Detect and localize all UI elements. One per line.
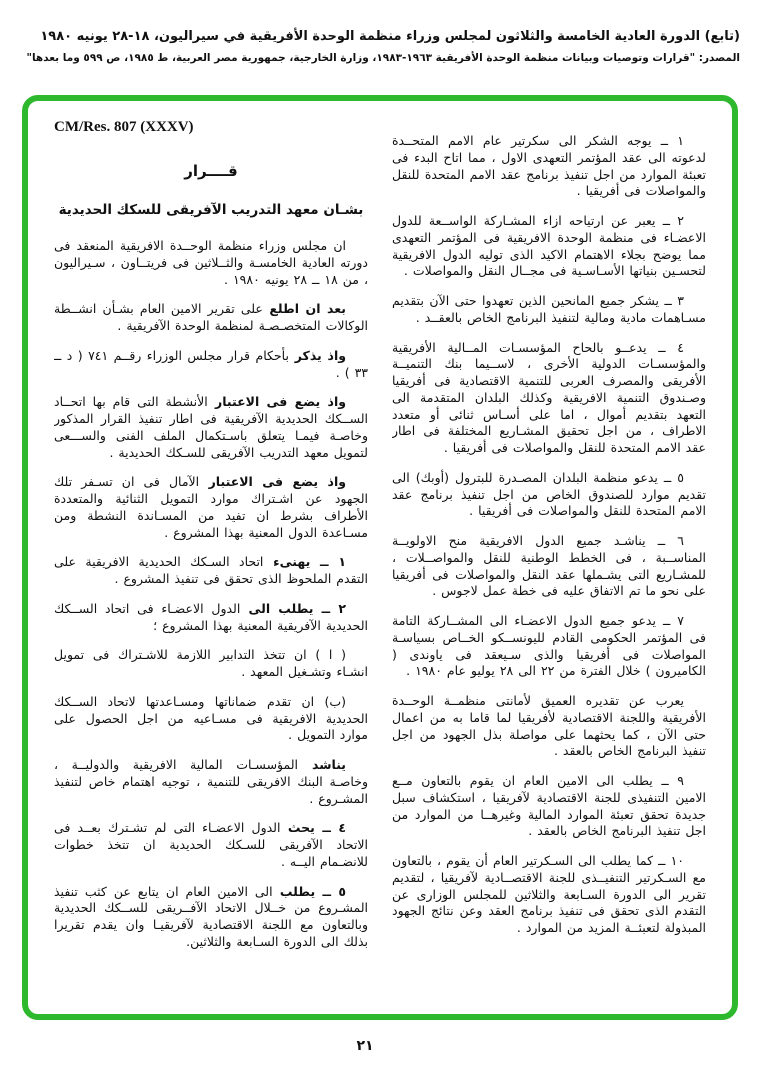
source-note: المصدر: "قرارات وتوصيات وبيانات منظمة الوحدة الأفريقية ١٩٦٣-١٩٨٣، وزارة الخارجية، جمهورية مصر العربية، ط ١٩٨٥، ص ٥٩٩ وما بعدها": [26, 51, 740, 64]
paragraph-lead: ٢ ــ يطلب الى: [240, 600, 346, 616]
paragraph: ١٠ ــ كما يطلب الى السـكرتير العام أن يقوم ، بالتعاون مع السـكرتير التنفيــذى للجنة الاقتصــادية لآفريقيا ، لتقديم تقرير الى الدورة السـابعة والثلاثين للمجلس الوزارى عن التقدم الذى تحقق فى تنفيذ برنامج العقد وعن نتائج الجهود المبذولة لتعبئــة المزيد من الموارد .: [392, 853, 706, 935]
paragraph-lead: ٤ ــ يحث: [280, 820, 346, 836]
resolution-ref: CM/Res. 807 (XXXV): [54, 119, 194, 135]
left-paragraphs: [54, 238, 368, 951]
paragraph-lead: ١ ــ يهنىء: [263, 554, 346, 570]
paragraph: يعرب عن تقديره العميق لأمانتى منظمــة الوحــدة الأفريقية واللجنة الاقتصادية لأفريقيا لما قاما به من اعمال حتى الآن ، كما يحثهما على مواصلة بذل الجهود من اجل تنفيذ البرنامج الخاص بالعقد .: [392, 693, 706, 759]
column-right-continuation: [392, 117, 706, 1004]
paragraph: ٢ ــ يطلب الى الدول الاعضـاء فى اتحاد الســكك الحديدية الآفريقية المعنية بهذا المشروع ؛: [54, 600, 368, 633]
paragraph: ٥ ــ يطلب الى الامين العام ان يتابع عن كثب تنفيذ المشـروع من خــلال الاتحاد الآفــريقى للســكك الحديدية وبالتعاون مع اللجنة الاقتصادية لآفريقيـا وان يقدم تقريرا بذلك الى الدورة السـابعة والثلاثين.: [54, 883, 368, 949]
paragraph: يناشد المؤسسـات المالية الافريقية والدوليــة ، وخاصـة البنك الافريقى للتنمية ، توجيه اهتمام خاص لتنفيذ المشـروع .: [54, 757, 368, 806]
paragraph: ١ ــ يوجه الشكر الى سكرتير عام الامم المتحــدة لدعوته الى عقد المؤتمر التعهدى الاول ، مما اتاح البدء فى تعبئة الموارد من اجل تنفيذ برنامج عقد الامم المتحدة للنقل والمواصلات فى أفريقيا .: [392, 133, 706, 199]
paragraph: ٩ ــ يطلب الى الامين العام ان يقوم بالتعاون مــع الامين التنفيذى للجنة الاقتصادية لآفريقيا ، استكشاف سبل جديدة تحقق تعبئة الموارد المالية وغيرهــا من الموارد من اجل تنفيذ البرنامج الخاص بالعقد .: [392, 773, 706, 839]
column-left-resolution: [54, 117, 368, 1004]
paragraph: ٦ ــ يناشـد جميع الدول الافريقية منح الاولويــة المناســبة ، فى الخطط الوطنية للنقل والمواصــلات ، للمشـاريع التى يشـملها عقد النقل والمواصلات فى أفريقيا على نحو ما تم الاتفاق عليه فى خطة عمل لاجوس .: [392, 533, 706, 599]
paragraph: واذ يضع فى الاعتبار الأنشطة التى قام بها اتحــاد الســكك الحديدية الآفريقية فى اطار تنفيذ القرار المذكور وخاصـة فيمـا يتعلق باسـتكمال الملف الفنى والســـعى لتمويل معهد التدريب الآفريقى للسـكك الحديدية .: [54, 394, 368, 460]
resolution-title: قــــرار: [184, 162, 238, 180]
paragraph: (ب) ان تقدم ضماناتها ومسـاعدتها لاتحاد الســكك الحديدية الافريقية فى مسـاعيه من اجل الحصول على موارد التمويل .: [54, 693, 368, 743]
paragraph-lead: ٥ ــ يطلب: [272, 883, 346, 899]
paragraph: ان مجلس وزراء منظمة الوحــدة الافريقية المنعقد فى دورته العادية الخامسـة والثــلاثين فى فريتــاون ، سـيراليون ، من ١٨ ــ ٢٨ يونيه ١٩٨٠ .: [54, 238, 368, 287]
page-header: [0, 0, 758, 65]
paragraph: ٥ ــ يدعو منظمة البلدان المصـدرة للبترول (أوبك) الى تقديم موارد للصندوق الخاص من اجل تنفيذ برنامج عقد الامم المتحدة للنقل والمواصلات فى أفريقيا .: [392, 469, 706, 519]
document-columns: [54, 117, 706, 1004]
document-frame: [22, 95, 738, 1020]
paragraph: واذ يذكر بأحكام قرار مجلس الوزراء رقــم ٧٤١ ( د ــ ٣٣ ) .: [54, 347, 368, 380]
page-number: ٢١: [356, 1038, 374, 1054]
paragraph: واذ يضع فى الاعتبار الآمال فى ان تسـفر تلك الجهود عن اشـتراك موارد التمويل الثنائية والمتعددة الأطراف بشرط ان تفيد من المسـاندة النشطة ومن مسـاعدة الدول المعنية بهذا المشروع .: [54, 474, 368, 540]
paragraph: ١ ــ يهنىء اتحاد السـكك الحديدية الافريقية على التقدم الملحوظ الذى تحقق فى تنفيذ المشروع .: [54, 554, 368, 586]
paragraph-lead: واذ يذكر: [288, 347, 347, 363]
paragraph: ٤ ــ يدعــو بالحاح المؤسسـات المــالية الأفريقية والمؤسسـات الدولية الأخرى ، لاســيما بنك التنميــة الأفريقى والمصرف العربى للتنمية الاقتصادية فى أفريقيا وصـندوق التنمية الافريقية وكذلك البلدان المتقدمة الى التعهد بتقديم أموال ، اما على أسـاس ثنائى أو متعدد الاطراف ، من اجل تحقيق المشـاريع المختلفة فى اطار عقد الامم المتحدة للنقل والمواصلات فى أفريقيا .: [392, 339, 706, 455]
paragraph: ( ا ) ان تتخذ التدابير اللازمة للاشـتراك فى تمويل انشـاء وتشـغيل المعهد .: [54, 647, 368, 679]
session-header: (تابع) الدورة العادية الخامسة والثلاثون لمجلس وزراء منظمة الوحدة الأفريقية في سيراليون، ١٨-٢٨ يونيه ١٩٨٠: [40, 29, 740, 44]
paragraph-lead: واذ يضع فى الاعتبار: [199, 474, 346, 490]
paragraph: ٤ ــ يحث الدول الاعضـاء التى لم تشـترك بعــد فى الاتحاد الآفريقى للسـكك الحديدية ان تتخذ خطوات للانضـمام اليــه .: [54, 820, 368, 869]
paragraph: بعد ان اطلع على تقرير الامين العام بشـأن انشــطة الوكالات المتخصـصـة لمنظمة الوحدة الآفريقية .: [54, 301, 368, 333]
paragraph: ٢ ــ يعبر عن ارتياحه ازاء المشـاركة الواســعة للدول الاعضـاء فى منظمة الوحدة الافريقية فى المؤتمر التعهدى مما يوضح بجلاء الاهتمام الاكيد الذى توليه الدول الافريقية لتحسـين بنياتها الأسـاسـية فى مجــال النقل والمواصلات .: [392, 213, 706, 279]
paragraph-lead: واذ يضع فى الاعتبار: [207, 394, 346, 410]
resolution-subtitle: بشـان معهد التدريب الآفريقى للسكك الحديدية: [58, 202, 364, 218]
paragraph-lead: يناشد: [298, 757, 346, 772]
paragraph-lead: بعد ان اطلع: [262, 301, 346, 317]
paragraph: ٣ ــ يشكر جميع المانحين الذين تعهدوا حتى الآن بتقديم مسـاهمات مادية ومالية لتنفيذ البرنامج الخاص بالعقــد .: [392, 293, 706, 325]
paragraph: ٧ ــ يدعو جميع الدول الاعضـاء الى المشــاركة التامة فى المؤتمر الحكومى القادم لليونســكو الخــاص بسياسـة المواصلات فى أفريقيا والذى سـيعقد فى ياوندى ( الكاميرون ) خلال الفترة من ٢٢ الى ٢٨ يوليو عام ١٩٨٠ .: [392, 613, 706, 679]
